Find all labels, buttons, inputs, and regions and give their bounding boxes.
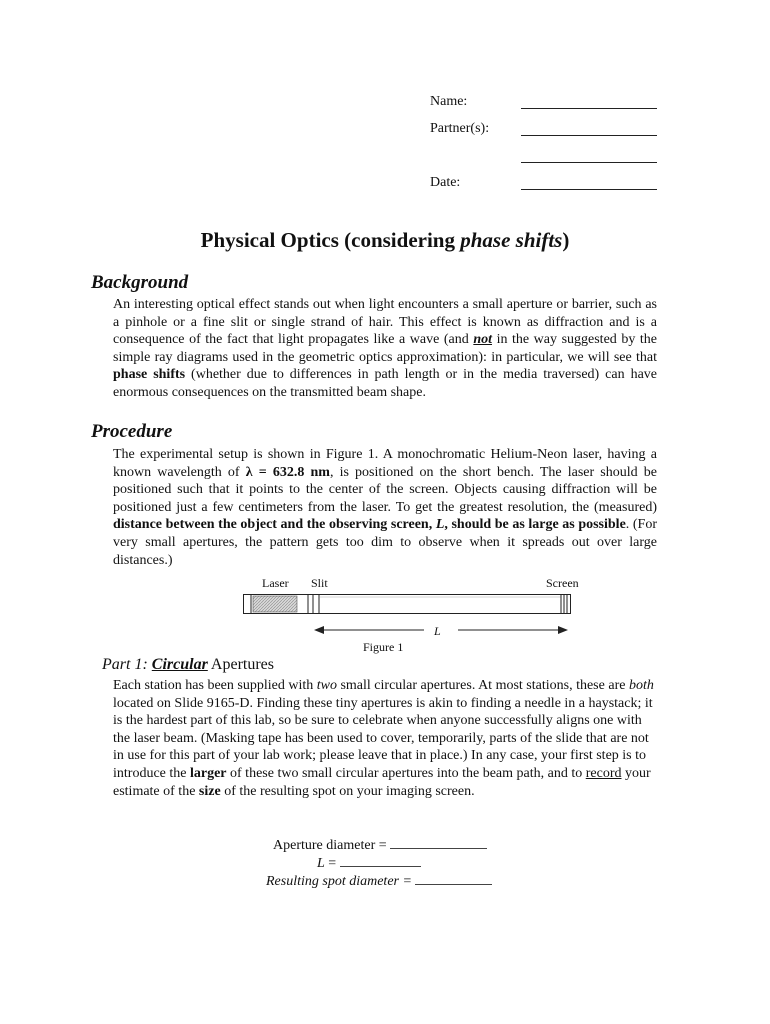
- page-title: [0, 228, 770, 253]
- date-label: Date:: [430, 175, 461, 190]
- arrow-left: [314, 626, 324, 634]
- phase-shifts-bold: phase shifts: [113, 367, 186, 383]
- wavelength-value: λ = 632.8 nm: [245, 464, 330, 480]
- background-paragraph: An interesting optical effect stands out when light encounters a small aperture or barrier, such as a pinhole or a fine slit or single strand of hair. This effect is known as diffraction and is a consequence of the fact that light propagates like a wave (and not in the way suggested by the simple ray diagrams used in the geometric optics approximation): in particular, we will see that phase shifts (whether due to differences in path length or in the media traversed) can have enormous consequences on the transmitted beam shape.: [113, 297, 657, 400]
- spot-diameter-field[interactable]: [415, 872, 492, 885]
- title-emphasis: phase shifts: [460, 228, 563, 252]
- partner-field-2[interactable]: [521, 162, 657, 163]
- name-field[interactable]: [521, 108, 657, 109]
- record-underline: record: [585, 765, 622, 781]
- distance-L-field[interactable]: [340, 854, 421, 867]
- spot-diameter-label: Resulting spot diameter =: [266, 874, 416, 889]
- aperture-diameter-field[interactable]: [390, 836, 487, 849]
- distance-arrow: [314, 624, 568, 636]
- figure-laser-label: Laser: [262, 576, 289, 590]
- part1-paragraph: Each station has been supplied with two small circular apertures. At most stations, these are both located on Slide 9165-D. Finding these tiny apertures is akin to finding a needle in a haystack; it is the hardest part of this lab, so be sure to celebrate when anyone successfully aligns one with the laser beam. (Masking tape has been used to cover, temporarily, parts of the slide that are not in use for this part of your lab work; please leave that in place.) In any case, your first step is to introduce the larger of these two small circular apertures into the beam path, and to record your estimate of the size of the resulting spot on your imaging screen.: [113, 678, 654, 799]
- size-bold: size: [198, 783, 221, 799]
- spot-diameter-row: [266, 872, 492, 890]
- aperture-diameter-row: [273, 836, 487, 854]
- figure-slit-label: Slit: [311, 576, 328, 590]
- not-emphasis: not: [473, 332, 493, 348]
- figure-screen-label: Screen: [546, 576, 579, 590]
- circular-word: Circular: [151, 656, 208, 673]
- arrow-right: [558, 626, 568, 634]
- partners-label: Partner(s):: [430, 121, 490, 136]
- background-heading: Background: [91, 272, 189, 293]
- aperture-diameter-label: Aperture diameter =: [273, 838, 391, 853]
- optical-bench-diagram: [243, 594, 571, 614]
- figure-caption: Figure 1: [363, 640, 404, 654]
- part1-heading: Part 1: Circular Apertures: [102, 656, 274, 673]
- name-label: Name:: [430, 94, 468, 109]
- procedure-heading: Procedure: [91, 421, 173, 442]
- procedure-paragraph: The experimental setup is shown in Figure 1. A monochromatic Helium-Neon laser, having a known wavelength of λ = 632.8 nm, is positioned on the short bench. The laser should be positioned such that it points to the center of the screen. Objects causing diffraction will be positioned just a few centimeters from the laser. To get the greatest resolution, the (measured) distance between the object and the observing screen, L, should be as large as possible. (For very small apertures, the pattern gets too dim to observe when it spreads out over large distances.): [113, 447, 657, 568]
- date-field[interactable]: [521, 189, 657, 190]
- distance-L-label: L: [434, 624, 441, 638]
- title-prefix: Physical Optics (considering: [200, 228, 461, 252]
- title-suffix: ): [562, 228, 570, 252]
- laser-block: [253, 596, 297, 612]
- larger-bold: larger: [189, 765, 227, 781]
- L-label: L: [317, 856, 325, 871]
- distance-L-row: L =: [317, 854, 421, 872]
- partner-field-1[interactable]: [521, 135, 657, 136]
